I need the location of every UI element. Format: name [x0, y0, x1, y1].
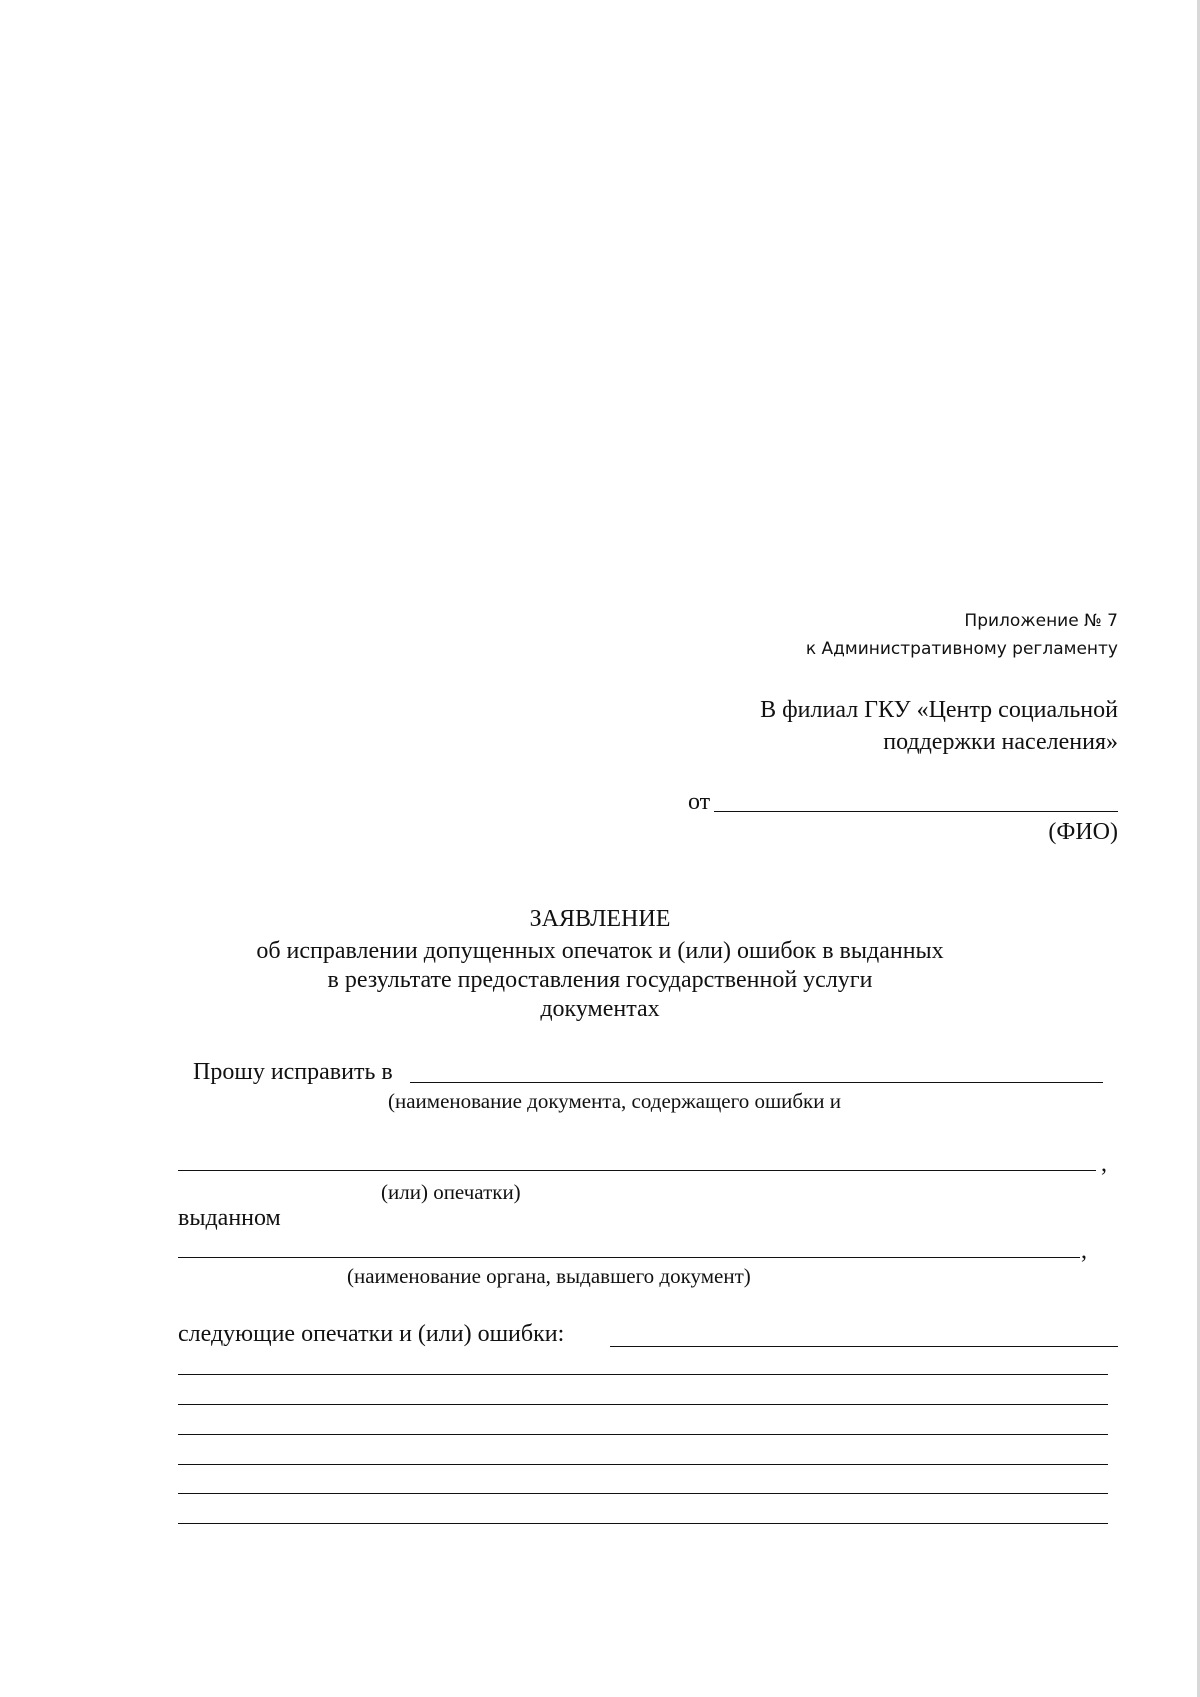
fio-field-line	[714, 811, 1118, 812]
request-label: Прошу исправить в	[193, 1059, 393, 1085]
recipient-line-2: поддержки населения»	[883, 729, 1118, 755]
errors-line	[178, 1464, 1108, 1465]
errors-line-first	[610, 1346, 1118, 1347]
from-label: от	[688, 789, 711, 815]
errors-line	[178, 1493, 1108, 1494]
errors-line	[178, 1404, 1108, 1405]
document-name-line	[410, 1082, 1103, 1083]
document-name-line-2	[178, 1170, 1096, 1171]
appendix-number: Приложение № 7	[964, 611, 1118, 631]
errors-label: следующие опечатки и (или) ошибки:	[178, 1321, 565, 1347]
document-title: ЗАЯВЛЕНИЕ	[529, 906, 671, 932]
title-line-2: в результате предоставления государственной услуги	[327, 967, 873, 993]
comma-1: ,	[1101, 1151, 1107, 1177]
errors-line	[178, 1434, 1108, 1435]
caption-authority: (наименование органа, выдавшего документ)	[347, 1264, 751, 1288]
comma-2: ,	[1081, 1238, 1087, 1264]
errors-line	[178, 1374, 1108, 1375]
authority-name-line	[178, 1257, 1080, 1258]
fio-caption: (ФИО)	[1048, 819, 1118, 845]
caption-document-name: (наименование документа, содержащего ошибки и	[388, 1089, 841, 1113]
recipient-line-1: В филиал ГКУ «Центр социальной	[760, 697, 1118, 723]
title-line-3: документах	[540, 996, 660, 1022]
issued-label: выданном	[178, 1205, 281, 1231]
appendix-regulation: к Административному регламенту	[805, 639, 1118, 659]
caption-typos: (или) опечатки)	[381, 1180, 521, 1204]
errors-line	[178, 1523, 1108, 1524]
title-line-1: об исправлении допущенных опечаток и (или) ошибок в выданных	[256, 938, 944, 964]
